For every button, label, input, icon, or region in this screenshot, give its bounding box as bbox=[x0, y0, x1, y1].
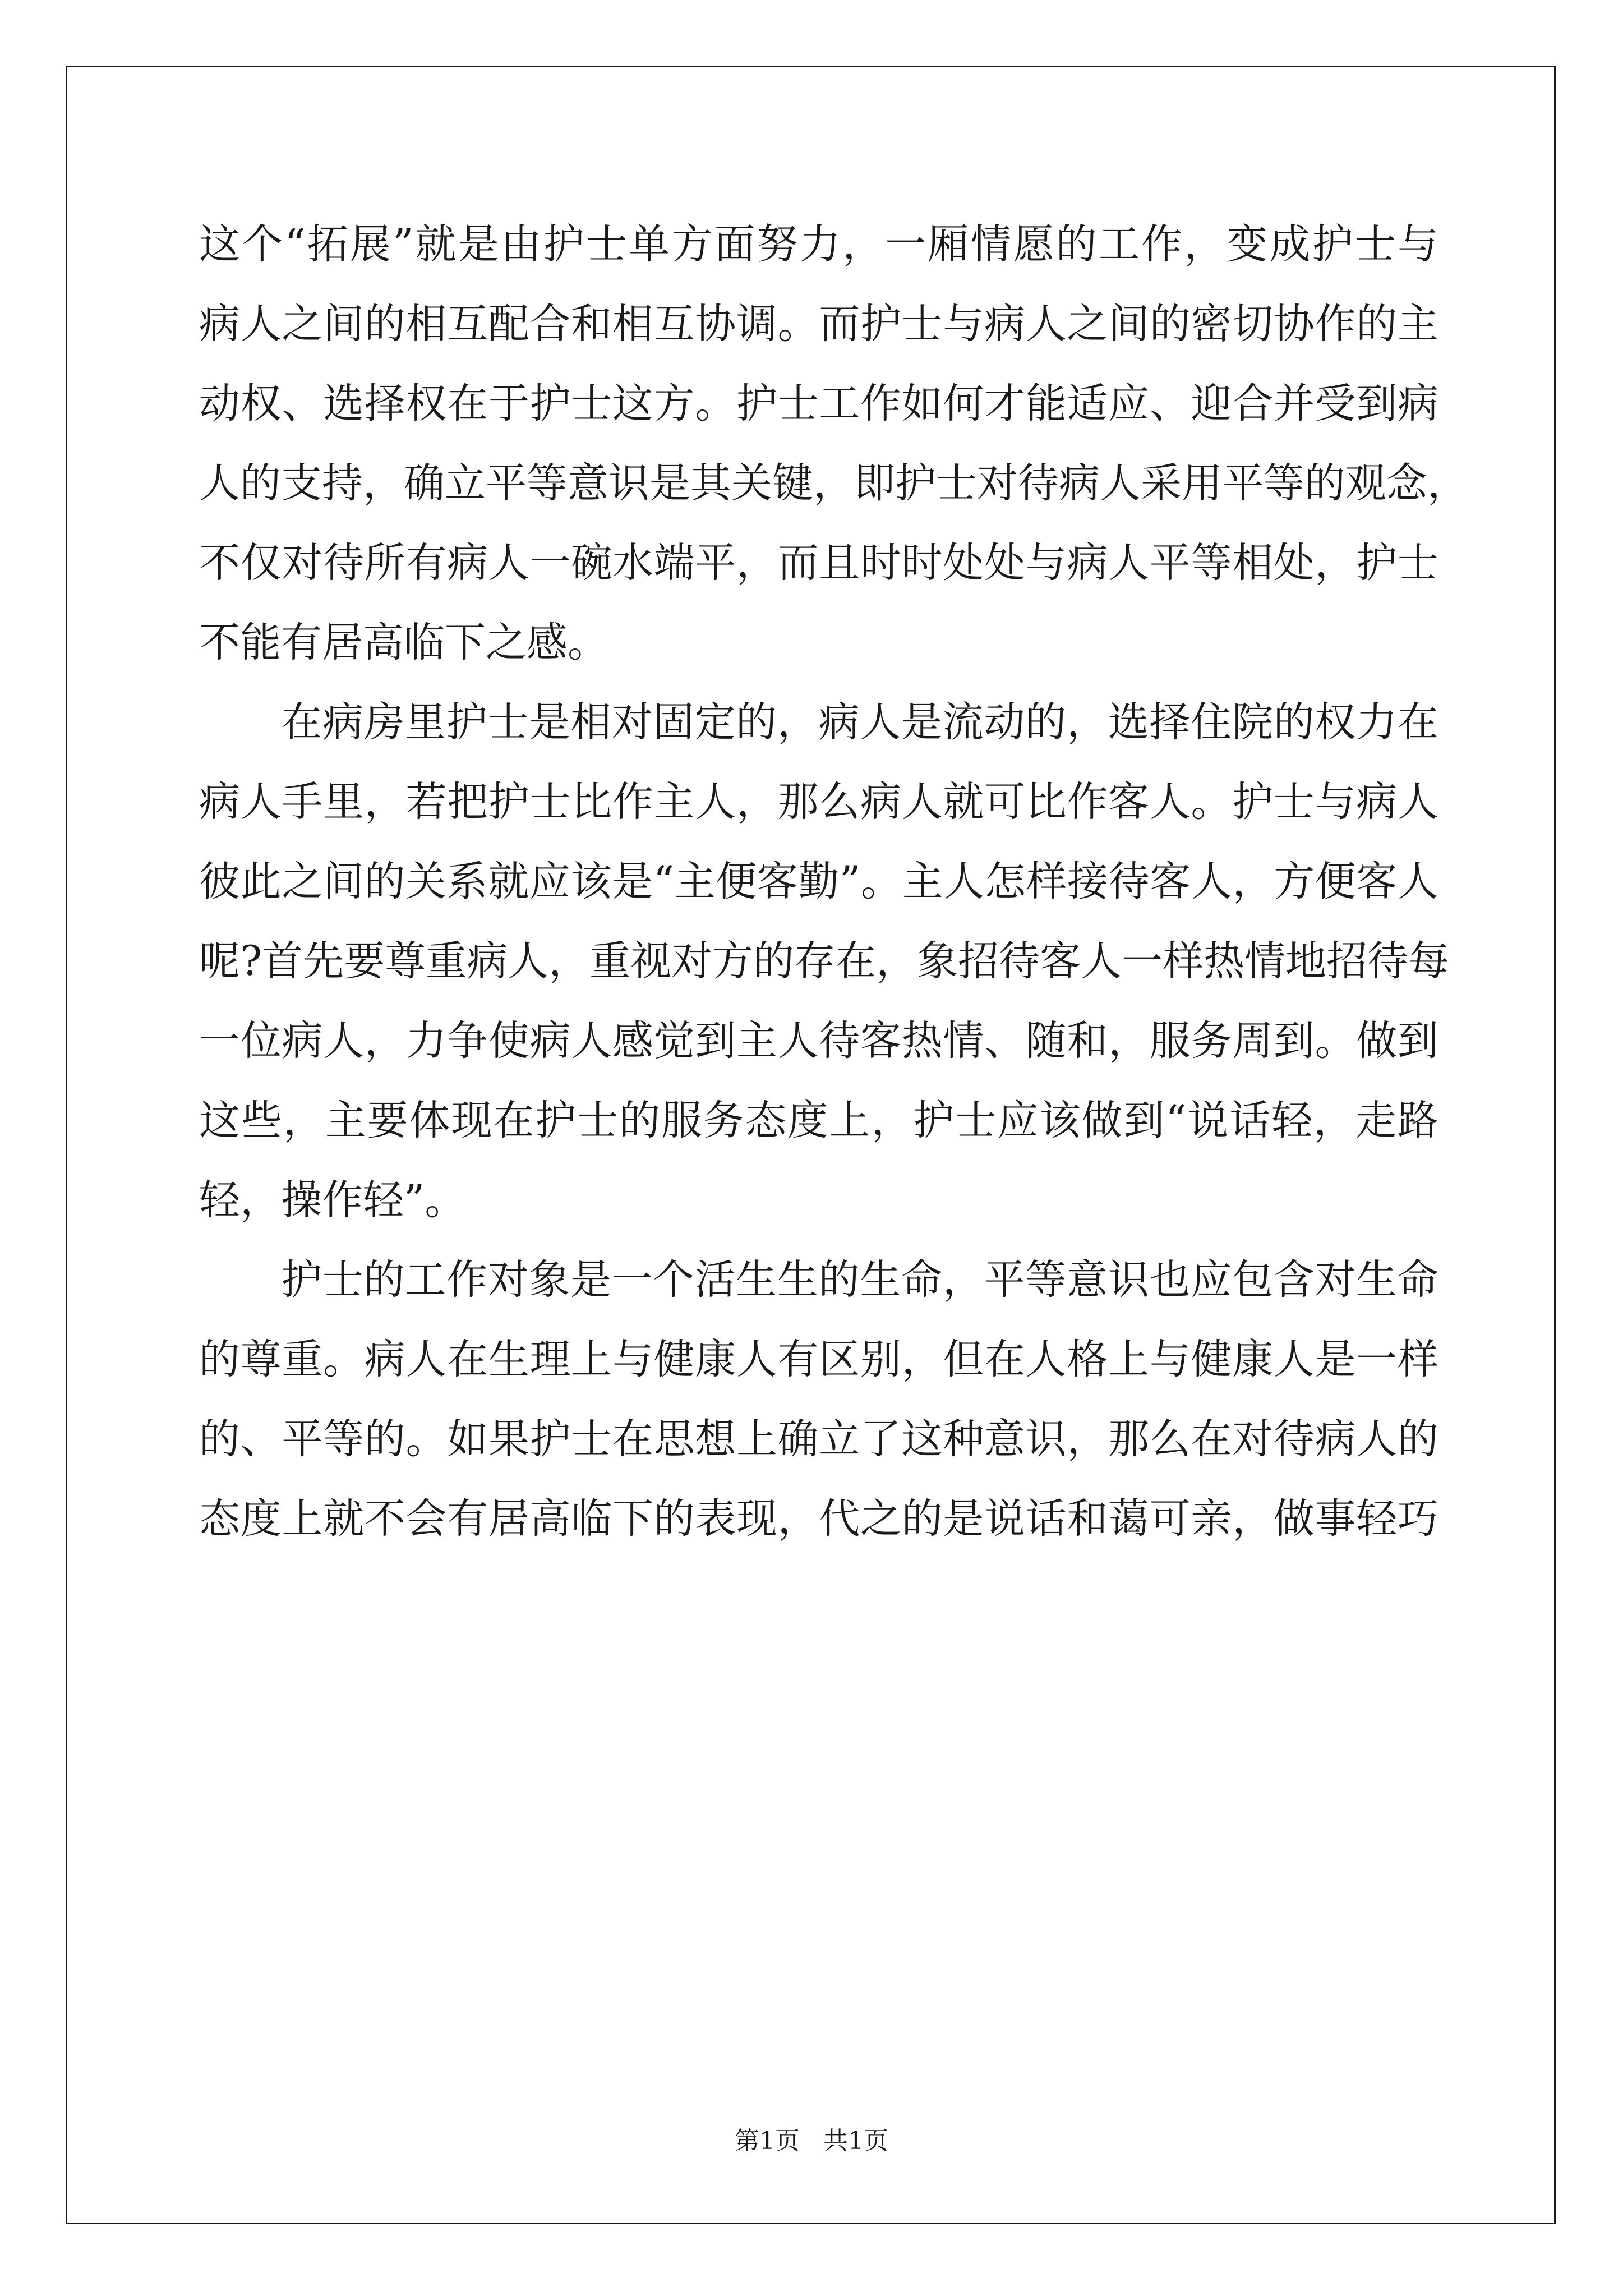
paragraph-1 bbox=[199, 205, 1468, 683]
text-line: 一位病人，力争使病人感觉到主人待客热情、随和，服务周到。做到 bbox=[199, 1017, 1438, 1065]
page-number-footer: 第1页 共1页 bbox=[735, 2127, 888, 2155]
text-line: 在病房里护士是相对固定的，病人是流动的，选择住院的权力在 bbox=[281, 698, 1438, 746]
text-line: 的尊重。病人在生理上与健康人有区别，但在人格上与健康人是一样 bbox=[199, 1336, 1438, 1383]
text-line: 轻，操作轻”。 bbox=[199, 1176, 466, 1224]
text-line: 动权、选择权在于护士这方。护士工作如何才能适应、迎合并受到病 bbox=[199, 380, 1438, 427]
text-line: 病人之间的相互配合和相互协调。而护士与病人之间的密切协作的主 bbox=[199, 300, 1438, 348]
text-line: 呢?首先要尊重病人，重视对方的存在，象招待客人一样热情地招待每 bbox=[199, 937, 1450, 985]
text-line: 不能有居高临下之感。 bbox=[199, 619, 608, 666]
text-line: 病人手里，若把护士比作主人，那么病人就可比作客人。护士与病人 bbox=[199, 778, 1438, 826]
text-line: 人的支持，确立平等意识是其关键，即护士对待病人采用平等的观念， bbox=[199, 459, 1468, 507]
paragraph-3 bbox=[199, 1240, 1438, 1559]
text-line: 彼此之间的关系就应该是“主便客勤”。主人怎样接待客人，方便客人 bbox=[199, 858, 1438, 905]
text-line: 这个“拓展”就是由护士单方面努力，一厢情愿的工作，变成护士与 bbox=[199, 220, 1438, 268]
text-line: 的、平等的。如果护士在思想上确立了这种意识，那么在对待病人的 bbox=[199, 1415, 1438, 1463]
text-line: 护士的工作对象是一个活生生的生命，平等意识也应包含对生命 bbox=[281, 1256, 1438, 1304]
paragraph-2 bbox=[199, 683, 1450, 1240]
text-line: 态度上就不会有居高临下的表现，代之的是说话和蔼可亲，做事轻巧 bbox=[199, 1495, 1438, 1543]
text-line: 不仅对待所有病人一碗水端平，而且时时处处与病人平等相处，护士 bbox=[199, 539, 1438, 587]
document-body bbox=[199, 205, 1468, 1559]
text-line: 这些，主要体现在护士的服务态度上，护士应该做到“说话轻，走路 bbox=[199, 1097, 1438, 1144]
